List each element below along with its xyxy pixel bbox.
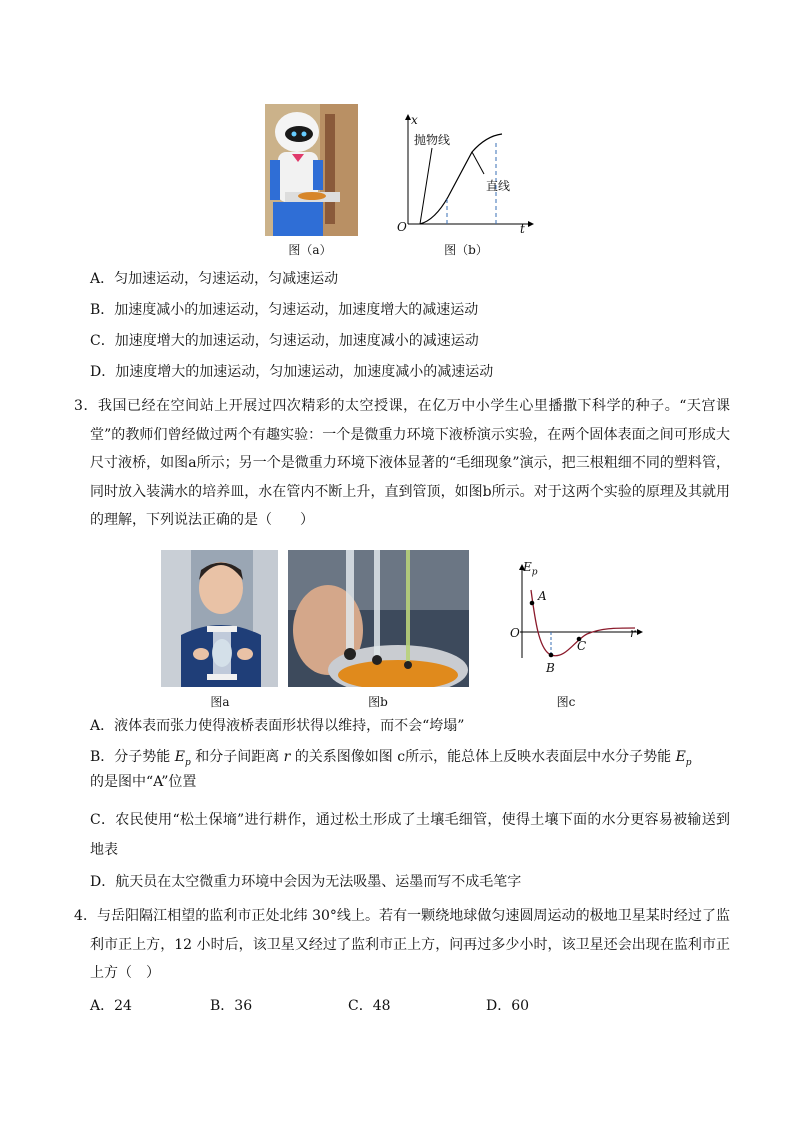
ep-symbol-2: $E_p$ <box>675 749 692 768</box>
figure-b-caption: 图（b） <box>444 243 488 257</box>
graph-c-origin: O <box>510 626 520 640</box>
graph-b-parabola-label: 抛物线 <box>414 133 451 147</box>
ep-symbol-1: $E_p$ <box>174 749 191 768</box>
q4-option-c: C．48 <box>348 998 391 1014</box>
q2-option-b: B．加速度减小的加速运动，匀速运动，加速度增大的减速运动 <box>90 302 479 318</box>
q4-option-d: D．60 <box>486 998 530 1014</box>
q4-option-b: B．36 <box>210 998 253 1014</box>
figure-b-caption-q3: 图b <box>368 695 388 709</box>
graph-b-y-label: x <box>411 113 418 127</box>
q2-option-c: C．加速度增大的加速运动，匀速运动，加速度减小的减速运动 <box>90 333 479 349</box>
q2-option-d: D．加速度增大的加速运动，匀加速运动，加速度减小的减速运动 <box>90 364 494 380</box>
xt-graph <box>390 112 535 236</box>
q3-option-b <box>90 747 692 773</box>
figure-a-caption: 图（a） <box>288 243 332 257</box>
q3-option-b-part1: B．分子势能 <box>90 749 171 765</box>
robot-photo <box>265 104 358 236</box>
graph-c-y-main: E <box>523 560 532 574</box>
q3-option-d: D．航天员在太空微重力环境中会因为无法吸墨、运墨而写不成毛笔字 <box>90 874 522 890</box>
q3-option-b-tail <box>90 772 730 792</box>
q3-stem: 3．我国已经在空间站上开展过四次精彩的太空授课，在亿万中小学生心里播撒下科学的种子。“天宫课堂”的教师们曾经做过两个有趣实验：一个是微重力环境下液桥演示实验，在两个固体表面之间可形成大尺寸液桥，如图a所示；另一个是微重力环境下液体显著的“毛细现象”演示，把三根粗细不同的塑料管，同时放入装满水的培养皿，水在管内不断上升，直到管顶，如图b所示。对于这两个实验的原理及其就用的理解，下列说法正确的是（ ） <box>74 398 730 528</box>
capillary-photo <box>288 550 469 687</box>
graph-b-line-label: 直线 <box>486 179 511 193</box>
liquid-bridge-photo <box>161 550 278 687</box>
graph-c-point-a: A <box>538 589 547 603</box>
q3-option-c: C．农民使用“松土保墒”进行耕作，通过松土形成了土壤毛细管，使得土壤下面的水分更容易被输送到地表 <box>90 812 730 858</box>
r-symbol: r <box>283 749 291 765</box>
graph-c-y-label <box>523 560 538 577</box>
figure-a-caption-q3: 图a <box>210 695 230 709</box>
graph-c-x-label: r <box>630 626 636 640</box>
graph-c-point-b: B <box>546 661 555 675</box>
q2-option-a: A．匀加速运动，匀速运动，匀减速运动 <box>90 271 339 287</box>
graph-b-origin: O <box>397 220 407 234</box>
q3-option-a: A．液体表而张力使得液桥表面形状得以维持，而不会“垮塌” <box>90 718 465 734</box>
q4-stem: 4．与岳阳隔江相望的监利市正处北纬 30°线上。若有一颗绕地球做匀速圆周运动的极地卫星某时经过了监利市正上方，12 小时后，该卫星又经过了监利市正上方，问再过多少小时，该卫星还会出现在监利市正上方（ ） <box>74 908 730 981</box>
q3-option-b-part3: 的关系图像如图 c所示，能总体上反映水表面层中水分子势能 <box>294 749 672 765</box>
q3-option-b-part2: 和分子间距离 <box>195 749 280 765</box>
graph-c-y-sub: p <box>531 567 538 578</box>
graph-b-x-label: t <box>520 222 525 236</box>
q3-option-b-tail-text: 的是图中“A”位置 <box>90 774 197 790</box>
figure-c-caption-q3: 图c <box>556 695 576 709</box>
graph-c-point-c: C <box>577 639 587 653</box>
q4-option-a: A．24 <box>90 998 132 1014</box>
